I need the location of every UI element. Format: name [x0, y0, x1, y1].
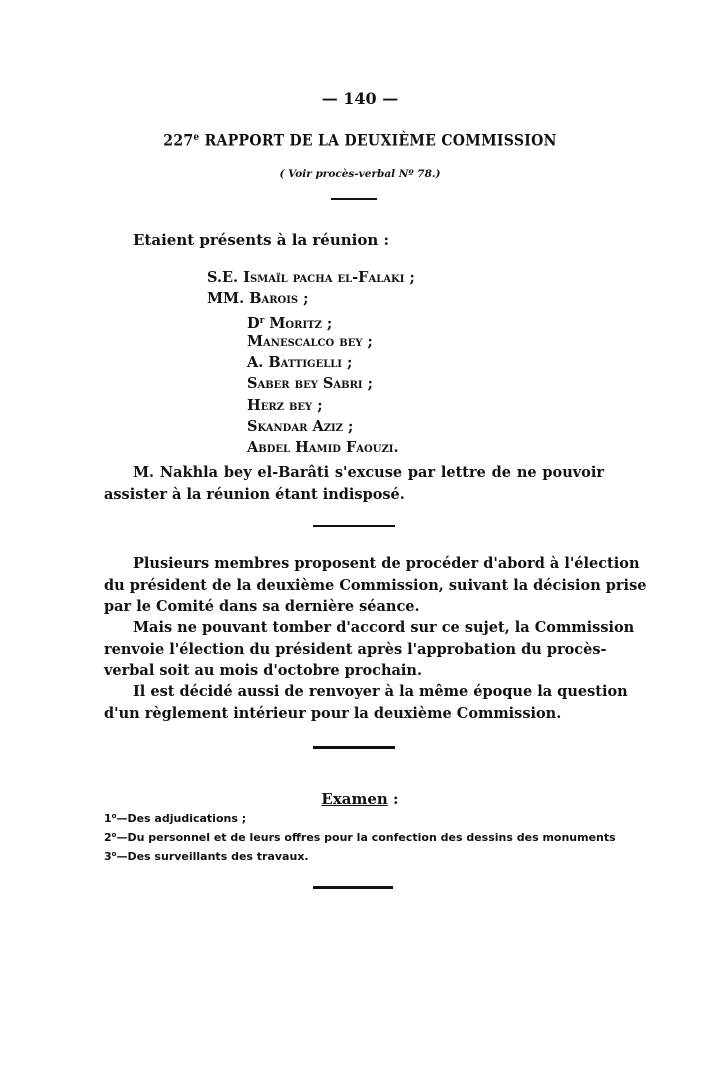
report-subtitle: ( Voir procès-verbal Nº 78.): [279, 168, 441, 180]
examen-item-number-sup: o: [111, 850, 117, 858]
member-name: Abdel Hamid Faouzi.: [247, 439, 399, 456]
examen-item-number-sup: o: [111, 812, 117, 820]
text-line: renvoie l'élection du président après l'approbation du procès-: [104, 640, 607, 658]
member-name: Ismaïl pacha el-Falaki ;: [243, 269, 415, 286]
member-prefix-sup: r: [259, 316, 265, 326]
member-prefix: A.: [247, 354, 269, 371]
text-line: M. Nakhla bey el-Barâti s'excuse par lettre de ne pouvoir: [133, 464, 604, 481]
member-name: Battigelli ;: [268, 354, 353, 371]
text-line: Mais ne pouvant tomber d'accord sur ce sujet, la Commission: [133, 619, 635, 636]
section-divider: [313, 746, 395, 749]
examen-heading-text: Examen: [321, 790, 388, 808]
member-name: Skandar Aziz ;: [247, 418, 354, 435]
member-line: [247, 353, 352, 373]
title-number: 227: [163, 132, 194, 150]
examen-item-number-sup: o: [111, 831, 117, 839]
member-line: [247, 417, 353, 437]
page-number: — 140 —: [321, 89, 399, 108]
member-prefix: D: [247, 315, 260, 332]
paragraph-election: [104, 553, 647, 618]
examen-heading: [0, 790, 720, 808]
member-line: [247, 332, 373, 352]
paragraph-renvoi: [104, 617, 635, 682]
member-name: Herz bey ;: [247, 397, 323, 414]
examen-item-text: —Des adjudications ;: [116, 812, 247, 825]
paragraph-reglement: [104, 681, 628, 724]
examen-item-text: —Des surveillants des travaux.: [116, 850, 309, 863]
member-name: Saber bey Sabri ;: [247, 375, 373, 392]
member-line: [247, 438, 399, 458]
member-name: Moritz ;: [264, 315, 333, 332]
text-line: Il est décidé aussi de renvoyer à la même époque la question: [133, 683, 628, 700]
excuse-paragraph: [104, 462, 604, 505]
examen-item-number: 1: [104, 812, 112, 825]
header-divider: [331, 198, 377, 200]
member-line: [247, 311, 332, 334]
section-divider: [313, 525, 395, 527]
examen-item-number: 3: [104, 850, 112, 863]
examen-heading-colon: :: [387, 790, 399, 808]
text-line: assister à la réunion étant indisposé.: [104, 485, 405, 503]
title-text: RAPPORT DE LA DEUXIÈME COMMISSION: [199, 132, 557, 150]
examen-item: [104, 850, 309, 863]
member-name: Manescalco bey ;: [247, 333, 373, 350]
examen-item-number: 2: [104, 831, 112, 844]
text-line: Plusieurs membres proposent de procéder d'abord à l'élection: [133, 555, 640, 572]
member-prefix: MM.: [207, 290, 250, 307]
member-name: Barois ;: [249, 290, 309, 307]
member-line: [207, 268, 415, 288]
member-prefix: S.E.: [207, 269, 244, 286]
text-line: d'un règlement intérieur pour la deuxième Commission.: [104, 704, 562, 722]
member-line: [207, 289, 309, 309]
member-line: [247, 396, 323, 416]
text-line: verbal soit au mois d'octobre prochain.: [104, 662, 423, 679]
examen-item: [104, 831, 616, 844]
examen-item-text: —Du personnel et de leurs offres pour la confection des dessins des monuments: [116, 831, 616, 844]
report-title: [0, 132, 720, 150]
member-line: [247, 374, 373, 394]
text-line: par le Comité dans sa dernière séance.: [104, 598, 420, 615]
presence-intro: Etaient présents à la réunion :: [133, 231, 390, 249]
text-line: du président de la deuxième Commission, suivant la décision prise: [104, 576, 647, 594]
examen-item: [104, 812, 246, 825]
title-number-suffix: e: [193, 132, 200, 144]
closing-divider: [313, 886, 393, 889]
